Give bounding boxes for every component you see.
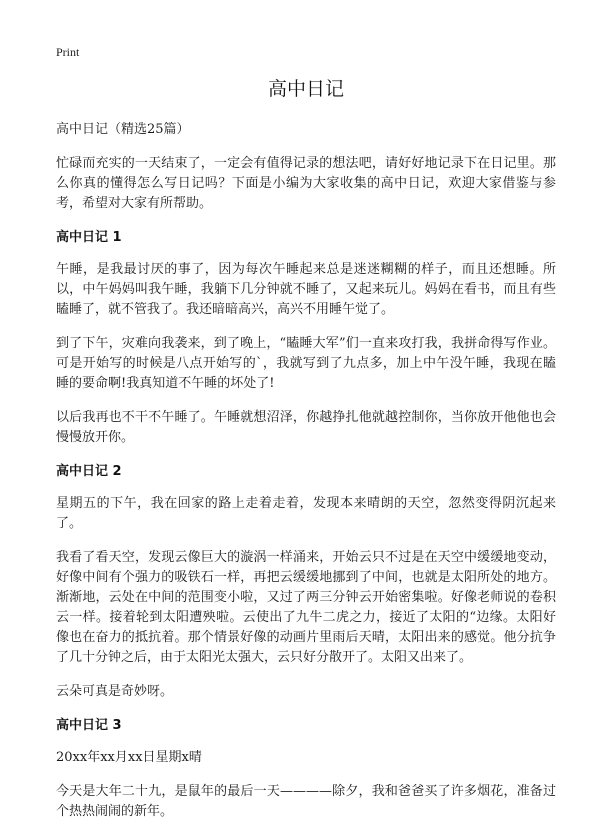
document-subtitle: 高中日记（精选25篇） (56, 122, 190, 137)
print-link[interactable]: Print (56, 45, 80, 59)
paragraph: 今天是大年二十九，是鼠年的最后一天————除夕，我和爸爸买了许多烟花，准备过个热热闹闹的新年。 (56, 784, 556, 819)
diary-entry-2 (56, 462, 556, 702)
section-heading: 高中日记 2 (56, 464, 122, 479)
paragraph: 云朵可真是奇妙呀。 (56, 684, 174, 699)
document-title: 高中日记 (267, 78, 344, 100)
paragraph: 以后我再也不干不午睡了。午睡就想沼泽，你越挣扎他就越控制你，当你放开他他也会慢慢放开你。 (56, 410, 556, 445)
document-page (56, 44, 556, 836)
date-line: 20xx年xx月xx日星期x晴 (56, 750, 202, 765)
paragraph: 到了下午，灾难向我袭来，到了晚上，“瞌睡大军”们一直来攻打我，我拼命得写作业。可是开始写的时候是八点开始写的`，我就写到了九点多，加上中午没午睡，我现在瞌睡的要命啊!我真知道不午睡的坏处了! (56, 336, 556, 391)
intro-paragraph: 忙碌而充实的一天结束了，一定会有值得记录的想法吧，请好好地记录下在日记里。那么你真的懂得怎么写日记吗？下面是小编为大家收集的高中日记，欢迎大家借鉴与参考，希望对大家有所帮助。 (56, 156, 556, 211)
section-heading: 高中日记 3 (56, 718, 122, 733)
section-heading: 高中日记 1 (56, 230, 122, 245)
paragraph: 星期五的下午，我在回家的路上走着走着，发现本来晴朗的天空，忽然变得阴沉起来了。 (56, 496, 556, 531)
diary-entry-3 (56, 716, 556, 822)
diary-entry-1 (56, 228, 556, 448)
paragraph: 我看了看天空，发现云像巨大的漩涡一样涌来，开始云只不过是在天空中缓缓地变动，好像中间有个强力的吸铁石一样，再把云缓缓地挪到了中间，也就是太阳所处的地方。渐渐地，云处在中间的范围变小啦，又过了两三分钟云开始密集啦。好像老师说的卷积云一样。接着轮到太阳遭殃啦。云使出了九牛二虎之力，接近了太阳的“边缘。太阳好像也在奋力的抵抗着。那个情景好像的动画片里雨后天晴，太阳出来的感觉。他分抗争了几十分钟之后，由于太阳光太强大，云只好分散开了。太阳又出来了。 (56, 550, 556, 665)
paragraph: 午睡，是我最讨厌的事了，因为每次午睡起来总是迷迷糊糊的样子，而且还想睡。所以，中午妈妈叫我午睡，我躺下几分钟就不睡了，又起来玩儿。妈妈在看书，而且有些瞌睡了，就不管我了。我还暗暗高兴，高兴不用睡午觉了。 (56, 262, 556, 317)
